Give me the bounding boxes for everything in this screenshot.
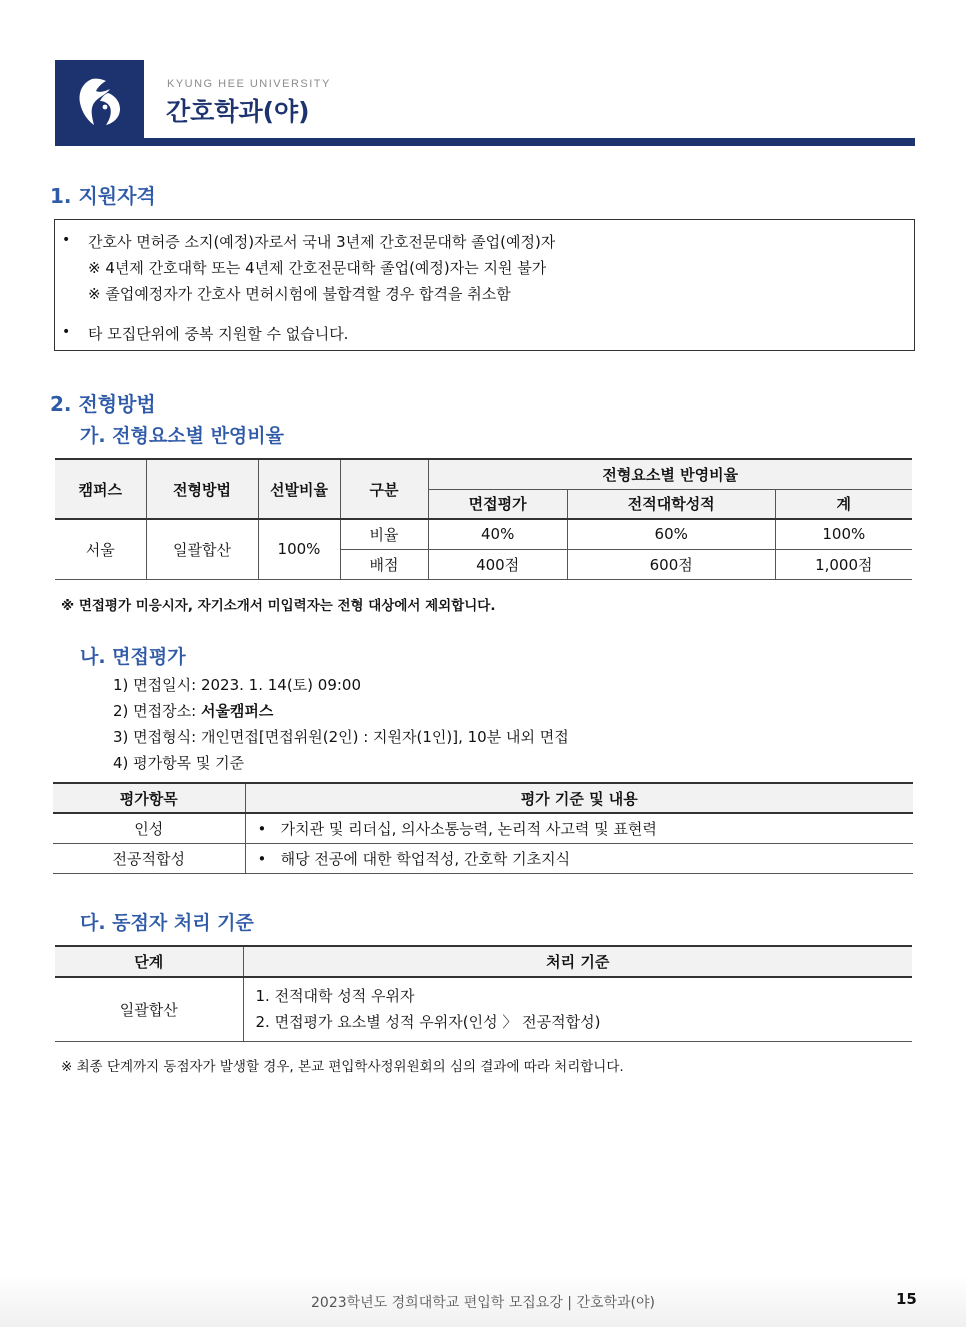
header-interview: 면접평가	[428, 489, 567, 519]
header-method: 전형방법	[146, 459, 258, 519]
subsection-title-ratio: 가. 전형요소별 반영비율	[80, 425, 284, 447]
row-label: 배점	[340, 549, 428, 579]
campus-cell: 서울	[55, 519, 146, 579]
bullet-icon: •	[257, 819, 281, 838]
university-logo	[55, 60, 144, 141]
lion-emblem-icon	[72, 73, 128, 129]
eval-content-text: 가치관 및 리더십, 의사소통능력, 논리적 사고력 및 표현력	[280, 819, 657, 838]
interview-step: 4) 평가항목 및 기준	[113, 754, 245, 772]
table-row	[55, 519, 912, 549]
criteria-item: 1. 전적대학 성적 우위자	[255, 987, 415, 1006]
header-eval-item: 평가항목	[53, 783, 245, 813]
qualification-item: 타 모집단위에 중복 지원할 수 없습니다.	[88, 325, 349, 343]
header-element-ratio: 전형요소별 반영비율	[428, 459, 912, 489]
header-eval-content: 평가 기준 및 내용	[245, 783, 913, 813]
qualification-box	[54, 219, 915, 351]
tiebreak-note: ※ 최종 단계까지 동점자가 발생할 경우, 본교 편입학사정위원회의 심의 결과에 따라 처리합니다.	[61, 1059, 624, 1075]
criteria-cell	[243, 977, 912, 1041]
table-row	[55, 977, 912, 1041]
header-total: 계	[775, 489, 912, 519]
interview-place: 서울캠퍼스	[200, 702, 274, 720]
table-row	[53, 843, 913, 873]
bullet-icon: •	[62, 324, 71, 340]
interview-step	[113, 700, 273, 721]
header-campus: 캠퍼스	[55, 459, 146, 519]
grades-cell: 60%	[567, 519, 775, 549]
bullet-icon: •	[257, 849, 281, 868]
eval-content-text: 해당 전공에 대한 학업적성, 간호학 기초지식	[280, 849, 571, 868]
row-label: 비율	[340, 519, 428, 549]
page-number: 15	[896, 1290, 917, 1308]
grades-cell: 600점	[567, 549, 775, 579]
subsection-title-interview: 나. 면접평가	[80, 646, 186, 668]
interview-step-label: 2) 면접장소:	[113, 702, 201, 720]
header-grades: 전적대학성적	[567, 489, 775, 519]
interview-cell: 40%	[428, 519, 567, 549]
qualification-note: ※ 4년제 간호대학 또는 4년제 간호전문대학 졸업(예정)자는 지원 불가	[88, 259, 547, 277]
ratio-cell: 100%	[258, 519, 340, 579]
tiebreak-table	[55, 945, 912, 1042]
interview-step: 1) 면접일시: 2023. 1. 14(토) 09:00	[113, 676, 362, 694]
criteria-item: 2. 면접평가 요소별 성적 우위자(인성 〉 전공적합성)	[255, 1013, 601, 1032]
university-name: KYUNG HEE UNIVERSITY	[167, 78, 331, 90]
header-ratio: 선발비율	[258, 459, 340, 519]
interview-cell: 400점	[428, 549, 567, 579]
ratio-table	[55, 458, 912, 580]
footer-text: 2023학년도 경희대학교 편입학 모집요강 | 간호학과(야)	[311, 1295, 655, 1311]
method-cell: 일괄합산	[146, 519, 258, 579]
header-criteria: 처리 기준	[243, 946, 912, 977]
header-stage: 단계	[55, 946, 243, 977]
qualification-note: ※ 졸업예정자가 간호사 면허시험에 불합격할 경우 합격을 취소함	[88, 285, 511, 303]
section-title-selection: 2. 전형방법	[50, 392, 156, 416]
department-title: 간호학과(야)	[166, 97, 310, 126]
total-cell: 1,000점	[775, 549, 912, 579]
table-row	[53, 813, 913, 843]
bullet-icon: •	[62, 232, 71, 248]
evaluation-table	[53, 782, 913, 874]
eval-content	[245, 813, 913, 843]
stage-cell: 일괄합산	[55, 977, 243, 1041]
total-cell: 100%	[775, 519, 912, 549]
header-divider-bar	[55, 138, 915, 146]
header-category: 구분	[340, 459, 428, 519]
interview-step: 3) 면접형식: 개인면접[면접위원(2인) : 지원자(1인)], 10분 내외 면접	[113, 728, 569, 746]
subsection-title-tiebreak: 다. 동점자 처리 기준	[80, 912, 254, 934]
qualification-item: 간호사 면허증 소지(예정)자로서 국내 3년제 간호전문대학 졸업(예정)자	[88, 233, 556, 251]
eval-content	[245, 843, 913, 873]
ratio-note: ※ 면접평가 미응시자, 자기소개서 미입력자는 전형 대상에서 제외합니다.	[61, 598, 496, 614]
eval-item: 인성	[53, 813, 245, 843]
eval-item: 전공적합성	[53, 843, 245, 873]
section-title-qualification: 1. 지원자격	[50, 184, 156, 208]
